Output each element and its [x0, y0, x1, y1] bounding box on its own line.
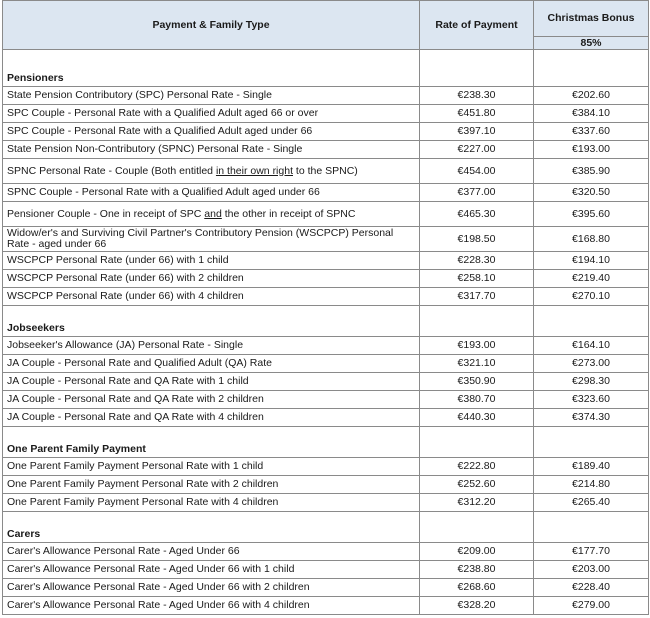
payment-type-cell: Carer's Allowance Personal Rate - Aged Under 66 with 4 children: [3, 597, 420, 615]
bonus-cell: €203.00: [534, 561, 649, 579]
rate-cell: €238.80: [420, 561, 534, 579]
underlined-text: in their own right: [215, 164, 293, 177]
rate-cell: €317.70: [420, 288, 534, 306]
rate-cell: €451.80: [420, 105, 534, 123]
bonus-cell: €374.30: [534, 409, 649, 427]
table-row: [3, 252, 649, 270]
payment-type-cell: One Parent Family Payment Personal Rate with 4 children: [3, 494, 420, 512]
table-row: [3, 270, 649, 288]
rate-cell: €328.20: [420, 597, 534, 615]
rate-cell: €227.00: [420, 141, 534, 159]
table-row: [3, 543, 649, 561]
rate-cell: €440.30: [420, 409, 534, 427]
table-header: [3, 1, 649, 50]
section-spacer: [420, 306, 534, 337]
payment-type-cell: One Parent Family Payment Personal Rate with 1 child: [3, 458, 420, 476]
section-spacer: [534, 50, 649, 87]
section-spacer: [534, 306, 649, 337]
payment-type-cell: Carer's Allowance Personal Rate - Aged Under 66: [3, 543, 420, 561]
bonus-cell: €189.40: [534, 458, 649, 476]
table-row: [3, 141, 649, 159]
table-row: [3, 579, 649, 597]
rate-cell: €321.10: [420, 355, 534, 373]
rate-cell: €380.70: [420, 391, 534, 409]
payment-type-cell: SPNC Couple - Personal Rate with a Qualified Adult aged under 66: [3, 184, 420, 202]
rate-cell: €193.00: [420, 337, 534, 355]
rate-cell: €228.30: [420, 252, 534, 270]
payment-type-cell: JA Couple - Personal Rate and QA Rate with 1 child: [3, 373, 420, 391]
table-row: [3, 227, 649, 252]
payment-type-cell: JA Couple - Personal Rate and QA Rate with 4 children: [3, 409, 420, 427]
payment-type-cell: Jobseeker's Allowance (JA) Personal Rate - Single: [3, 337, 420, 355]
payments-table: [2, 0, 649, 615]
rate-cell: €312.20: [420, 494, 534, 512]
payment-type-cell: Carer's Allowance Personal Rate - Aged Under 66 with 1 child: [3, 561, 420, 579]
bonus-cell: €385.90: [534, 159, 649, 184]
payment-type-cell: [3, 202, 420, 227]
payment-type-cell: WSCPCP Personal Rate (under 66) with 1 child: [3, 252, 420, 270]
section-spacer: [420, 50, 534, 87]
table-row: [3, 123, 649, 141]
payment-type-cell: [3, 159, 420, 184]
section-title: Carers: [3, 512, 420, 543]
table-row: [3, 494, 649, 512]
rate-cell: €454.00: [420, 159, 534, 184]
rate-cell: €465.30: [420, 202, 534, 227]
section-title: One Parent Family Payment: [3, 427, 420, 458]
payment-type-cell: State Pension Contributory (SPC) Personal Rate - Single: [3, 87, 420, 105]
bonus-cell: €219.40: [534, 270, 649, 288]
label-text: Pensioner Couple - One in receipt of SPC: [7, 207, 205, 220]
bonus-cell: €337.60: [534, 123, 649, 141]
payment-type-cell: Widow/er's and Surviving Civil Partner's Contributory Pension (WSCPCP) Personal Rate - aged under 66: [3, 227, 420, 252]
bonus-cell: €279.00: [534, 597, 649, 615]
table-row: [3, 288, 649, 306]
section-header: [3, 427, 649, 458]
section-spacer: [420, 427, 534, 458]
label-text: the other in receipt of SPNC: [221, 207, 356, 220]
table-row: [3, 337, 649, 355]
rate-cell: €397.10: [420, 123, 534, 141]
table-row: [3, 561, 649, 579]
table-row: [3, 184, 649, 202]
section-header: [3, 512, 649, 543]
payment-type-cell: State Pension Non-Contributory (SPNC) Personal Rate - Single: [3, 141, 420, 159]
bonus-cell: €194.10: [534, 252, 649, 270]
section-spacer: [420, 512, 534, 543]
bonus-cell: €228.40: [534, 579, 649, 597]
payment-type-cell: Carer's Allowance Personal Rate - Aged Under 66 with 2 children: [3, 579, 420, 597]
table-row: [3, 105, 649, 123]
bonus-cell: €193.00: [534, 141, 649, 159]
payment-type-cell: One Parent Family Payment Personal Rate with 2 children: [3, 476, 420, 494]
bonus-cell: €168.80: [534, 227, 649, 252]
rate-cell: €350.90: [420, 373, 534, 391]
table-row: [3, 373, 649, 391]
table-row: [3, 391, 649, 409]
table-row: [3, 597, 649, 615]
table-row: [3, 87, 649, 105]
table-row: [3, 409, 649, 427]
underlined-text: and: [204, 207, 222, 220]
section-title: Jobseekers: [3, 306, 420, 337]
bonus-cell: €164.10: [534, 337, 649, 355]
section-spacer: [534, 512, 649, 543]
label-text: SPNC Personal Rate - Couple (Both entitled: [7, 164, 216, 177]
column-header-bonus-percent: 85%: [534, 37, 649, 50]
payment-type-cell: SPC Couple - Personal Rate with a Qualified Adult aged 66 or over: [3, 105, 420, 123]
payment-type-cell: WSCPCP Personal Rate (under 66) with 4 children: [3, 288, 420, 306]
section-header: [3, 306, 649, 337]
rate-cell: €238.30: [420, 87, 534, 105]
payment-type-cell: JA Couple - Personal Rate and Qualified Adult (QA) Rate: [3, 355, 420, 373]
payment-type-cell: JA Couple - Personal Rate and QA Rate with 2 children: [3, 391, 420, 409]
rate-cell: €258.10: [420, 270, 534, 288]
table-row: [3, 159, 649, 184]
bonus-cell: €298.30: [534, 373, 649, 391]
bonus-cell: €384.10: [534, 105, 649, 123]
bonus-cell: €320.50: [534, 184, 649, 202]
bonus-cell: €265.40: [534, 494, 649, 512]
column-header-payment-type: Payment & Family Type: [3, 1, 420, 50]
column-header-rate: Rate of Payment: [420, 1, 534, 50]
bonus-cell: €273.00: [534, 355, 649, 373]
rate-cell: €209.00: [420, 543, 534, 561]
rate-cell: €198.50: [420, 227, 534, 252]
column-header-christmas-bonus: Christmas Bonus: [534, 1, 649, 37]
bonus-cell: €202.60: [534, 87, 649, 105]
bonus-cell: €177.70: [534, 543, 649, 561]
payment-type-cell: SPC Couple - Personal Rate with a Qualified Adult aged under 66: [3, 123, 420, 141]
rate-cell: €252.60: [420, 476, 534, 494]
table-row: [3, 355, 649, 373]
bonus-cell: €395.60: [534, 202, 649, 227]
table-row: [3, 202, 649, 227]
rate-cell: €268.60: [420, 579, 534, 597]
table-row: [3, 476, 649, 494]
bonus-cell: €270.10: [534, 288, 649, 306]
label-text: to the SPNC): [293, 164, 358, 177]
rate-cell: €377.00: [420, 184, 534, 202]
section-header: [3, 50, 649, 87]
table-body: [3, 50, 649, 615]
rate-cell: €222.80: [420, 458, 534, 476]
bonus-cell: €214.80: [534, 476, 649, 494]
table-row: [3, 458, 649, 476]
section-spacer: [534, 427, 649, 458]
bonus-cell: €323.60: [534, 391, 649, 409]
section-title: Pensioners: [3, 50, 420, 87]
payment-type-cell: WSCPCP Personal Rate (under 66) with 2 children: [3, 270, 420, 288]
